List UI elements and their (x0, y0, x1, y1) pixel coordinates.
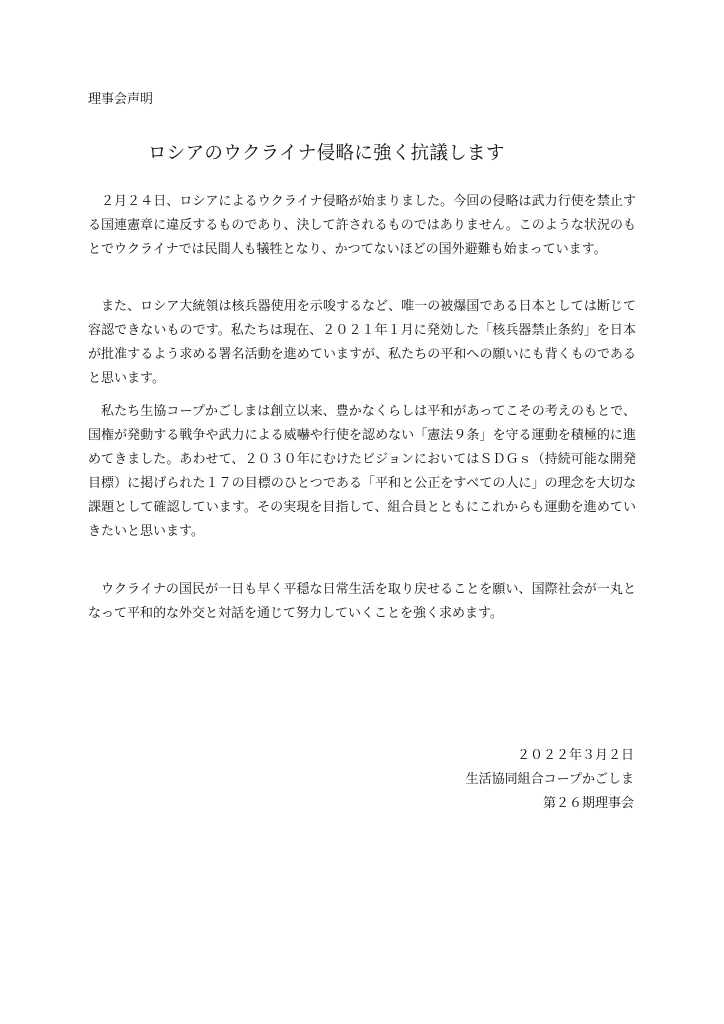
paragraph-2: また、ロシア大統領は核兵器使用を示唆するなど、唯一の被爆国である日本としては断じて容認できないものです。私たちは現在、２０２１年１月に発効した「核兵器禁止条約」を日本が批准するよう求める署名活動を進めていますが、私たちの平和への願いにも背くものであると思います。 (88, 299, 636, 386)
paragraph-1: ２月２４日、ロシアによるウクライナ侵略が始まりました。今回の侵略は武力行使を禁止する国連憲章に違反するものであり、決して許されるものではありません。このような状況のもとでウクライナでは民間人も犠牲となり、かつてないほどの国外避難も始まっています。 (88, 194, 636, 257)
signature-block (466, 744, 634, 816)
paragraph-4: ウクライナの国民が一日も早く平穏な日常生活を取り戻せることを願い、国際社会が一丸となって平和的な外交と対話を通じて努力していくことを強く求めます。 (88, 582, 636, 621)
signature-date: ２０２２年３月２日 (516, 748, 634, 763)
document-label: 理事会声明 (88, 92, 154, 107)
paragraph-3: 私たち生協コープかごしまは創立以来、豊かなくらしは平和があってこその考えのもとで、国権が発動する戦争や武力による威嚇や行使を認めない「憲法９条」を守る運動を積極的に進めてきました。あわせて、２０３０年にむけたビジョンにおいてはＳＤＧｓ（持続可能な開発目標）に掲げられた１７の目標のひとつである「平和と公正をすべての人に」の理念を大切な課題として確認しています。その実現を目指して、組合員とともにこれからも運動を進めていきたいと思います。 (88, 404, 636, 539)
signature-board: 第２６期理事会 (542, 796, 634, 811)
signature-organization: 生活協同組合コープかごしま (465, 772, 634, 787)
document-title: ロシアのウクライナ侵略に強く抗議します (148, 143, 505, 164)
